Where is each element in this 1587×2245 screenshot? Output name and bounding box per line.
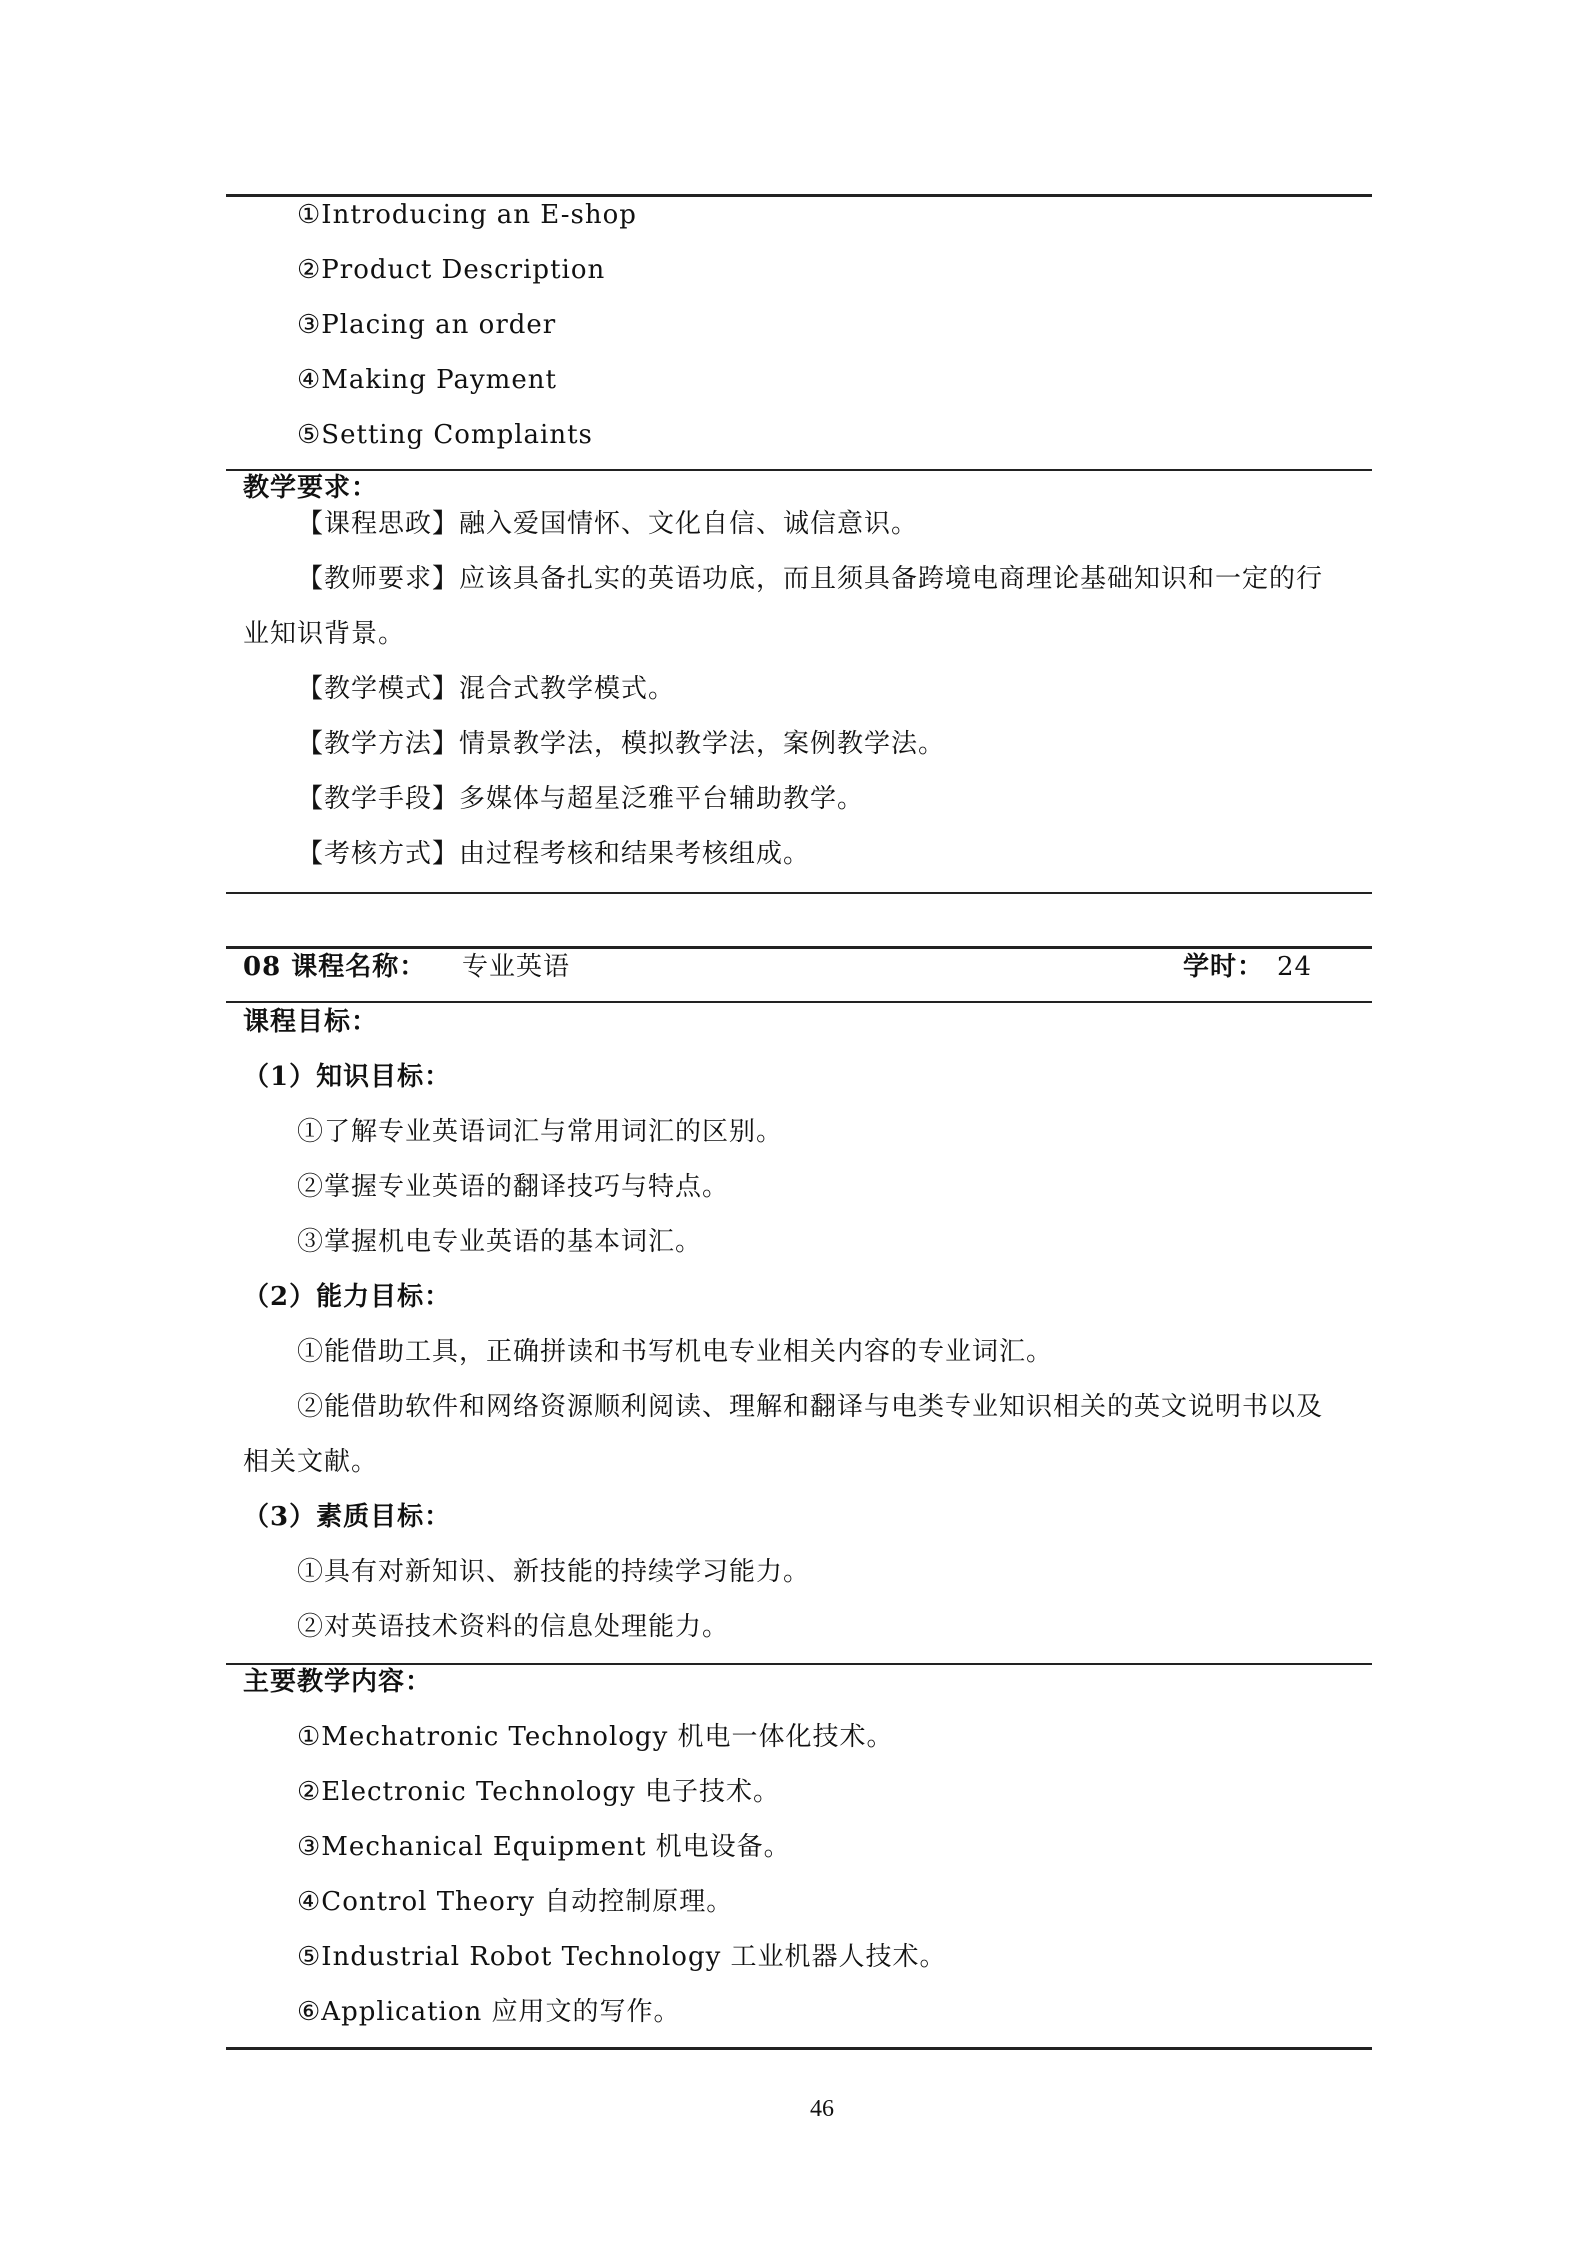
content-item-5: ⑤Setting Complaints bbox=[297, 420, 593, 450]
table-top-border bbox=[226, 194, 1372, 197]
ability-item-1: ①能借助工具，正确拼读和书写机电专业相关内容的专业词汇。 bbox=[297, 1337, 1054, 1367]
course-name-label: 08 课程名称： bbox=[243, 952, 427, 982]
content-item-4: ④Control Theory 自动控制原理。 bbox=[297, 1887, 734, 1917]
content-item-1: ①Mechatronic Technology 机电一体化技术。 bbox=[297, 1722, 894, 1752]
ability-item-2-line1: ②能借助软件和网络资源顺利阅读、理解和翻译与电类专业知识相关的英文说明书以及 bbox=[297, 1392, 1324, 1422]
goals-label: 课程目标： bbox=[243, 1007, 379, 1037]
row-divider bbox=[226, 1663, 1372, 1665]
table-bottom-border bbox=[226, 892, 1372, 894]
content-item-3: ③Placing an order bbox=[297, 310, 557, 340]
knowledge-item-1: ①了解专业英语词汇与常用词汇的区别。 bbox=[297, 1117, 784, 1147]
content-item-3: ③Mechanical Equipment 机电设备。 bbox=[297, 1832, 791, 1862]
table2-top-border bbox=[226, 946, 1372, 949]
content-item-2: ②Product Description bbox=[297, 255, 606, 285]
req-assess: 【考核方式】由过程考核和结果考核组成。 bbox=[297, 839, 811, 869]
ability-item-2-line2: 相关文献。 bbox=[243, 1447, 379, 1477]
knowledge-item-2: ②掌握专业英语的翻译技巧与特点。 bbox=[297, 1172, 730, 1202]
content-item-6: ⑥Application 应用文的写作。 bbox=[297, 1997, 681, 2027]
ability-label: （2）能力目标： bbox=[243, 1282, 452, 1312]
req-mode: 【教学模式】混合式教学模式。 bbox=[297, 674, 676, 704]
table2-bottom-border bbox=[226, 2047, 1372, 2050]
req-means: 【教学手段】多媒体与超星泛雅平台辅助教学。 bbox=[297, 784, 865, 814]
content-item-2: ②Electronic Technology 电子技术。 bbox=[297, 1777, 780, 1807]
hours-value: 24 bbox=[1277, 952, 1313, 982]
quality-item-2: ②对英语技术资料的信息处理能力。 bbox=[297, 1612, 730, 1642]
knowledge-label: （1）知识目标： bbox=[243, 1062, 452, 1092]
requirements-label: 教学要求： bbox=[243, 473, 379, 503]
req-teacher-line1: 【教师要求】应该具备扎实的英语功底，而且须具备跨境电商理论基础知识和一定的行 bbox=[297, 564, 1324, 594]
row-divider bbox=[226, 1001, 1372, 1003]
row-divider bbox=[226, 469, 1372, 471]
quality-item-1: ①具有对新知识、新技能的持续学习能力。 bbox=[297, 1557, 811, 1587]
hours-label: 学时： bbox=[1183, 952, 1265, 982]
req-sizheng: 【课程思政】融入爱国情怀、文化自信、诚信意识。 bbox=[297, 509, 919, 539]
content-label: 主要教学内容： bbox=[243, 1667, 433, 1697]
content-item-1: ①Introducing an E-shop bbox=[297, 200, 637, 230]
req-method: 【教学方法】情景教学法，模拟教学法，案例教学法。 bbox=[297, 729, 946, 759]
req-teacher-line2: 业知识背景。 bbox=[243, 619, 406, 649]
page-number: 46 bbox=[810, 2096, 834, 2122]
content-item-4: ④Making Payment bbox=[297, 365, 557, 395]
content-item-5: ⑤Industrial Robot Technology 工业机器人技术。 bbox=[297, 1942, 947, 1972]
course-name: 专业英语 bbox=[462, 952, 571, 982]
quality-label: （3）素质目标： bbox=[243, 1502, 452, 1532]
knowledge-item-3: ③掌握机电专业英语的基本词汇。 bbox=[297, 1227, 703, 1257]
